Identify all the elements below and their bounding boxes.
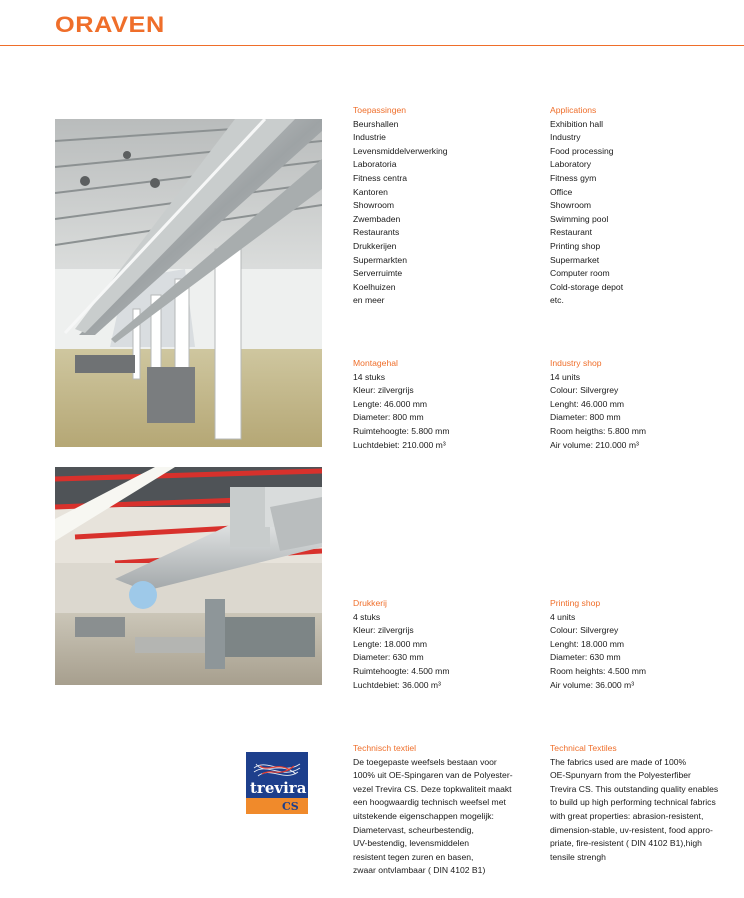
application-item: Zwembaden: [353, 213, 401, 224]
application-item: Supermarket: [550, 254, 600, 265]
spec-line: Kleur: zilvergrijs: [353, 385, 414, 396]
spec-line: Diameter: 630 mm: [550, 652, 621, 663]
technisch-textiel-section: [353, 742, 513, 878]
technical-textiles-heading: Technical Textiles: [550, 743, 617, 753]
application-item: Restaurant: [550, 227, 593, 238]
application-item: Restaurants: [353, 227, 400, 238]
paragraph-line: to build up high performing technical fabrics: [550, 797, 716, 808]
printing-shop-photo: [55, 467, 322, 685]
trevira-cs-logo: [246, 752, 308, 814]
paragraph-line: Trevira CS. This outstanding quality enables: [550, 783, 719, 794]
technisch-textiel-heading: Technisch textiel: [353, 743, 417, 753]
header-divider: [0, 45, 744, 46]
application-item: Beurshallen: [353, 118, 399, 129]
spec-line: Diameter: 800 mm: [353, 412, 424, 423]
spec-line: Ruimtehoogte: 5.800 mm: [353, 425, 450, 436]
industry-shop-section: [550, 357, 646, 452]
printing-shop-section: [550, 597, 646, 692]
paragraph-line: een hoogwaardig technisch weefsel met: [353, 797, 506, 808]
application-item: Serverruimte: [353, 268, 403, 279]
application-item: Swimming pool: [550, 213, 609, 224]
application-item: etc.: [550, 295, 564, 306]
printing-shop-heading: Printing shop: [550, 598, 601, 608]
spec-line: Lenght: 18.000 mm: [550, 638, 625, 649]
spec-line: 4 units: [550, 611, 576, 622]
applications-en-heading: Applications: [550, 105, 597, 115]
application-item: Computer room: [550, 268, 610, 279]
spec-line: Room heights: 4.500 mm: [550, 665, 647, 676]
paragraph-line: tensile strengh: [550, 851, 606, 862]
spec-line: Ruimtehoogte: 4.500 mm: [353, 665, 450, 676]
spec-line: Lenght: 46.000 mm: [550, 398, 625, 409]
spec-line: Luchtdebiet: 36.000 m³: [353, 679, 441, 690]
spec-line: Diameter: 800 mm: [550, 412, 621, 423]
cs-badge: CS: [282, 800, 299, 813]
application-item: Showroom: [550, 200, 592, 211]
application-item: Cold-storage depot: [550, 281, 624, 292]
application-item: en meer: [353, 295, 385, 306]
application-item: Kantoren: [353, 186, 388, 197]
application-item: Supermarkten: [353, 254, 407, 265]
spec-line: Colour: Silvergrey: [550, 385, 619, 396]
paragraph-line: with great properties: abrasion-resistent,: [550, 810, 704, 821]
application-item: Laboratory: [550, 159, 592, 170]
paragraph-line: Diametervast, scheurbestendig,: [353, 824, 474, 835]
paragraph-line: 100% uit OE-Spingaren van de Polyester-: [353, 770, 513, 781]
industry-shop-heading: Industry shop: [550, 358, 602, 368]
spec-line: 14 stuks: [353, 371, 386, 382]
paragraph-line: uitstekende eigenschappen mogelijk:: [353, 810, 494, 821]
technical-textiles-section: [550, 742, 718, 864]
paragraph-line: zwaar ontvlambaar ( DIN 4102 B1): [353, 865, 486, 876]
application-item: Office: [550, 186, 573, 197]
application-item: Fitness gym: [550, 172, 597, 183]
application-item: Industry: [550, 132, 581, 143]
montagehal-heading: Montagehal: [353, 358, 398, 368]
application-item: Exhibition hall: [550, 118, 604, 129]
application-item: Printing shop: [550, 240, 601, 251]
application-item: Food processing: [550, 145, 614, 156]
spec-line: Kleur: zilvergrijs: [353, 625, 414, 636]
applications-nl-section: [353, 104, 448, 308]
spec-line: 4 stuks: [353, 611, 381, 622]
spec-line: Room heigths: 5.800 mm: [550, 425, 647, 436]
application-item: Levensmiddelverwerking: [353, 145, 448, 156]
paragraph-line: dimension-stable, uv-resistent, food appro-: [550, 824, 713, 835]
paragraph-line: De toegepaste weefsels bestaan voor: [353, 756, 497, 767]
paragraph-line: vezel Trevira CS. Deze topkwaliteit maakt: [353, 783, 512, 794]
application-item: Drukkerijen: [353, 240, 397, 251]
spec-line: Air volume: 36.000 m³: [550, 679, 635, 690]
spec-line: Lengte: 46.000 mm: [353, 398, 428, 409]
montagehal-section: [353, 357, 450, 452]
spec-line: Air volume: 210.000 m³: [550, 439, 639, 450]
applications-nl-heading: Toepassingen: [353, 105, 407, 115]
paragraph-line: priate, fire-resistent ( DIN 4102 B1),high: [550, 838, 702, 849]
paragraph-line: The fabrics used are made of 100%: [550, 756, 687, 767]
application-item: Industrie: [353, 132, 386, 143]
applications-en-section: [550, 104, 623, 308]
application-item: Laboratoria: [353, 159, 397, 170]
spec-line: Diameter: 630 mm: [353, 652, 424, 663]
application-item: Koelhuizen: [353, 281, 396, 292]
paragraph-line: resistent tegen zuren en basen,: [353, 851, 474, 862]
paragraph-line: OE-Spunyarn from the Polyesterfiber: [550, 770, 691, 781]
spec-line: Colour: Silvergrey: [550, 625, 619, 636]
spec-line: 14 units: [550, 371, 581, 382]
paragraph-line: UV-bestendig, levensmiddelen: [353, 838, 470, 849]
brand-logo: ORAVEN: [55, 12, 165, 37]
trevira-wordmark: trevira: [250, 779, 307, 797]
application-item: Showroom: [353, 200, 395, 211]
drukkerij-heading: Drukkerij: [353, 598, 387, 608]
assembly-hall-photo: [55, 119, 322, 447]
drukkerij-section: [353, 597, 450, 692]
spec-line: Luchtdebiet: 210.000 m³: [353, 439, 446, 450]
spec-line: Lengte: 18.000 mm: [353, 638, 428, 649]
application-item: Fitness centra: [353, 172, 407, 183]
